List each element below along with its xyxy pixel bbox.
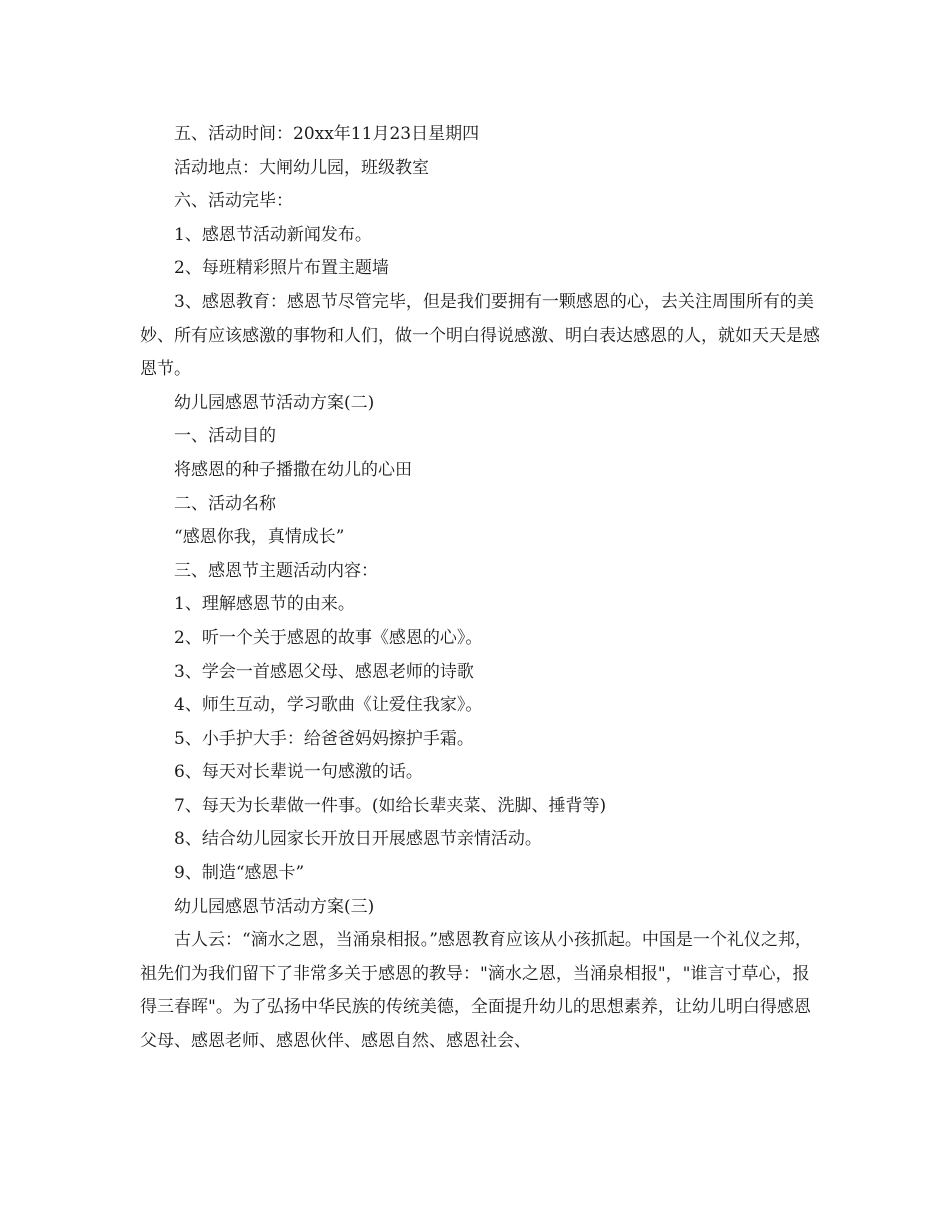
paragraph-gratitude-education: 3、感恩教育：感恩节尽管完毕，但是我们要拥有一颗感恩的心，去关注周围所有的美妙、所有应该感激的事物和人们，做一个明白得说感激、明白表达感恩的人，就如天天是感恩节。: [140, 291, 820, 380]
heading-plan-three: 幼儿园感恩节活动方案(三): [174, 896, 375, 917]
list-item: 5、小手护大手：给爸爸妈妈擦护手霜。: [174, 728, 474, 749]
list-item: 2、听一个关于感恩的故事《感恩的心》。: [174, 627, 483, 648]
list-item: 4、师生互动，学习歌曲《让爱住我家》。: [174, 695, 483, 716]
paragraph-news-release: 1、感恩节活动新闻发布。: [174, 224, 372, 245]
paragraph-goal-text: 将感恩的种子播撒在幼儿的心田: [174, 459, 412, 480]
heading-plan-two: 幼儿园感恩节活动方案(二): [174, 392, 375, 413]
document-body: [140, 118, 820, 1059]
list-item: 7、每天为长辈做一件事。(如给长辈夹菜、洗脚、捶背等): [174, 795, 607, 816]
paragraph-name-text: “感恩你我，真情成长”: [174, 527, 345, 548]
list-item: 1、理解感恩节的由来。: [174, 594, 355, 615]
paragraph-intro-plan-three: 古人云：“滴水之恩，当涌泉相报。”感恩教育应该从小孩抓起。中国是一个礼仪之邦，祖先们为我们留下了非常多关于感恩的教导："滴水之恩，当涌泉相报"，"谁言寸草心，报得三春晖"。为了弘扬中华民族的传统美德，全面提升幼儿的思想素养，让幼儿明白得感恩父母、感恩老师、感恩伙伴、感恩自然、感恩社会、: [140, 930, 812, 1052]
paragraph-theme-content: 三、感恩节主题活动内容：: [174, 560, 378, 581]
paragraph-activity-location: 活动地点：大闸幼儿园，班级教室: [174, 157, 429, 178]
list-item: 9、制造“感恩卡”: [174, 863, 305, 884]
list-item: 8、结合幼儿园家长开放日开展感恩节亲情活动。: [174, 829, 542, 850]
paragraph-activity-goal: 一、活动目的: [174, 426, 276, 447]
list-item: 3、学会一首感恩父母、感恩老师的诗歌: [174, 661, 474, 682]
paragraph-photo-wall: 2、每班精彩照片布置主题墙: [174, 258, 389, 279]
paragraph-activity-time: 五、活动时间：20xx年11月23日星期四: [174, 124, 480, 144]
list-item: 6、每天对长辈说一句感激的话。: [174, 762, 423, 783]
paragraph-activity-end: 六、活动完毕：: [174, 191, 293, 212]
paragraph-activity-name: 二、活动名称: [174, 493, 276, 514]
